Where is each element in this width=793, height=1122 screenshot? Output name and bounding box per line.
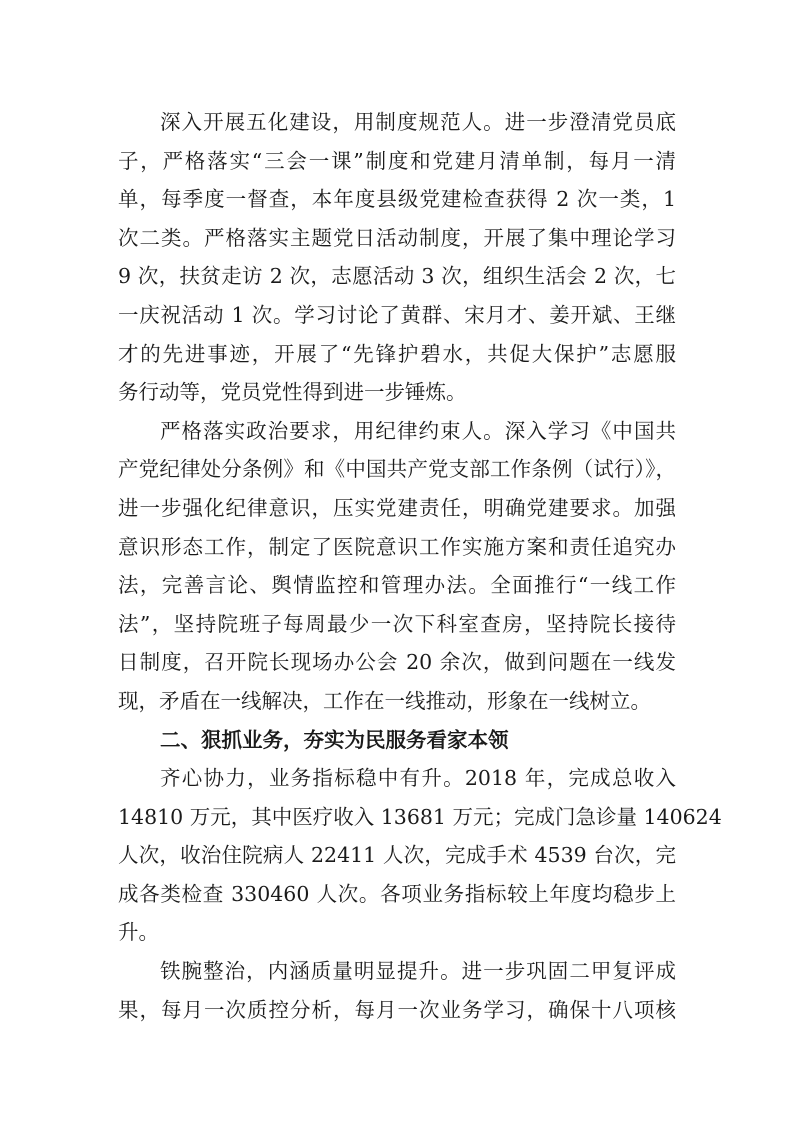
text-line: 果，每月一次质控分析，每月一次业务学习，确保十八项核 (118, 997, 676, 1022)
text-line: 深入开展五化建设，用制度规范人。进一步澄清党员底 (160, 110, 676, 134)
text-line: 产党纪律处分条例》和《中国共产党支部工作条例（试行）》， (118, 457, 676, 482)
text-line: 子，严格落实“三会一课”制度和党建月清单制，每月一清 (118, 148, 676, 173)
text-line: 法，完善言论、舆情监控和管理办法。全面推行“一线工作 (118, 573, 676, 598)
text-line: 铁腕整治，内涵质量明显提升。进一步巩固二甲复评成 (160, 959, 676, 984)
paragraph-quality-improvement (118, 952, 676, 1029)
text-line: 次二类。严格落实主题党日活动制度，开展了集中理论学习 (118, 225, 676, 250)
text-line: 升。 (118, 920, 159, 945)
text-line: 才的先进事迹，开展了“先锋护碧水，共促大保护”志愿服 (118, 341, 676, 366)
text-line: 成各类检查 330460 人次。各项业务指标较上年度均稳步上 (118, 881, 676, 906)
text-line: 现，矛盾在一线解决，工作在一线推动，形象在一线树立。 (118, 688, 651, 713)
document-page (118, 103, 722, 1029)
paragraph-five-construction (118, 103, 676, 412)
paragraph-political-discipline (118, 412, 676, 721)
text-line: 意识形态工作，制定了医院意识工作实施方案和责任追究办 (118, 534, 676, 559)
text-line: 务行动等，党员党性得到进一步锤炼。 (118, 380, 467, 405)
text-line: 一庆祝活动 1 次。学习讨论了黄群、宋月才、姜开斌、王继 (118, 302, 676, 327)
text-line: 进一步强化纪律意识，压实党建责任，明确党建要求。加强 (118, 495, 676, 520)
text-line: 人次，收治住院病人 22411 人次，完成手术 4539 台次，完 (118, 843, 676, 868)
text-line: 14810 万元，其中医疗收入 13681 万元；完成门急诊量 140624 (118, 804, 722, 829)
text-line: 9 次，扶贫走访 2 次，志愿活动 3 次，组织生活会 2 次，七 (118, 264, 676, 289)
section-heading: 二、狠抓业务，夯实为民服务看家本领 (160, 727, 509, 752)
paragraph-business-indicators (118, 759, 722, 952)
text-line: 单，每季度一督查，本年度县级党建检查获得 2 次一类，1 (118, 187, 676, 212)
text-line: 齐心协力，业务指标稳中有升。2018 年，完成总收入 (160, 766, 676, 791)
text-line: 日制度，召开院长现场办公会 20 余次，做到问题在一线发 (118, 650, 676, 675)
text-line: 法”，坚持院班子每周最少一次下科室查房，坚持院长接待 (118, 611, 676, 636)
text-line: 严格落实政治要求，用纪律约束人。深入学习《中国共 (160, 418, 676, 443)
